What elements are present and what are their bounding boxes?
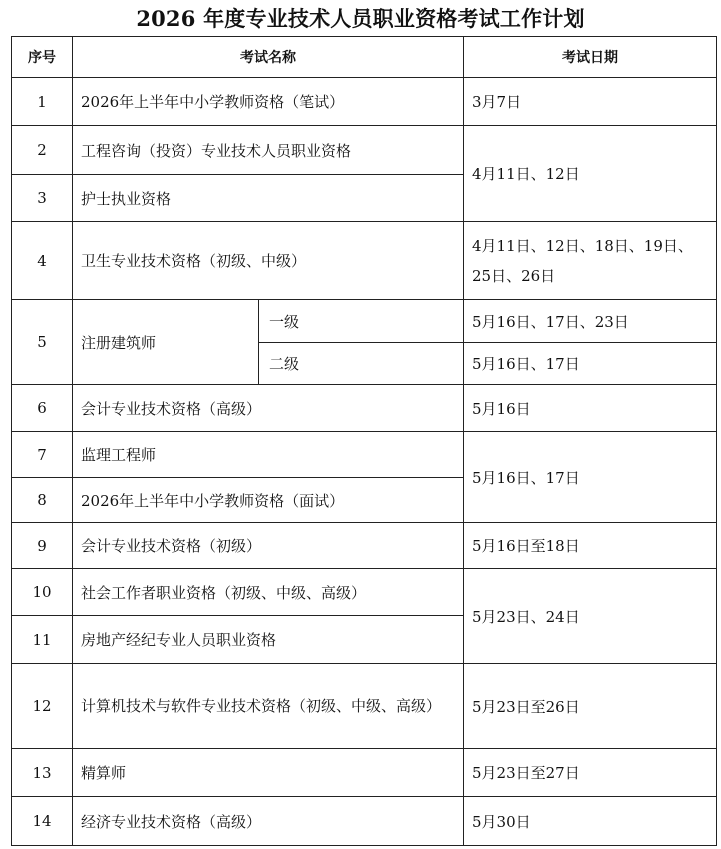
exam-date: 5月23日、24日: [464, 569, 717, 664]
exam-date: 4月11日、12日: [464, 126, 717, 222]
row-number: 5: [12, 300, 73, 385]
exam-name: 会计专业技术资格（初级）: [73, 523, 464, 569]
table-row: [12, 664, 717, 749]
row-number: 9: [12, 523, 73, 569]
header-name: 考试名称: [73, 37, 464, 78]
table-row: [12, 569, 717, 616]
exam-name: 2026年上半年中小学教师资格（笔试）: [73, 78, 464, 126]
exam-name: 房地产经纪专业人员职业资格: [73, 616, 464, 664]
table-row: [12, 432, 717, 478]
header-date: 考试日期: [464, 37, 717, 78]
table-row: [12, 797, 717, 846]
exam-sub-level: 二级: [259, 343, 464, 385]
table-row: [12, 749, 717, 797]
exam-date: 3月7日: [464, 78, 717, 126]
exam-date: 5月16日、17日、23日: [464, 300, 717, 343]
exam-name: 经济专业技术资格（高级）: [73, 797, 464, 846]
row-number: 8: [12, 478, 73, 523]
exam-schedule-table: [11, 36, 717, 846]
exam-sub-level: 一级: [259, 300, 464, 343]
exam-name: 注册建筑师: [73, 300, 259, 385]
table-row: [12, 78, 717, 126]
exam-name: 监理工程师: [73, 432, 464, 478]
row-number: 11: [12, 616, 73, 664]
exam-date: 4月11日、12日、18日、19日、25日、26日: [464, 222, 717, 300]
table-row: [12, 385, 717, 432]
table-row: [12, 126, 717, 175]
row-number: 12: [12, 664, 73, 749]
exam-name: 工程咨询（投资）专业技术人员职业资格: [73, 126, 464, 175]
row-number: 10: [12, 569, 73, 616]
row-number: 6: [12, 385, 73, 432]
row-number: 14: [12, 797, 73, 846]
exam-date: 5月16日、17日: [464, 343, 717, 385]
exam-name: 卫生专业技术资格（初级、中级）: [73, 222, 464, 300]
exam-date: 5月16日、17日: [464, 432, 717, 523]
exam-date: 5月23日至27日: [464, 749, 717, 797]
table-row: [12, 222, 717, 300]
row-number: 2: [12, 126, 73, 175]
page-title: 2026 年度专业技术人员职业资格考试工作计划: [136, 6, 585, 31]
row-number: 1: [12, 78, 73, 126]
row-number: 3: [12, 175, 73, 222]
row-number: 7: [12, 432, 73, 478]
exam-name: 2026年上半年中小学教师资格（面试）: [73, 478, 464, 523]
exam-date: 5月16日: [464, 385, 717, 432]
row-number: 13: [12, 749, 73, 797]
exam-name: 会计专业技术资格（高级）: [73, 385, 464, 432]
exam-date: 5月16日至18日: [464, 523, 717, 569]
exam-date: 5月23日至26日: [464, 664, 717, 749]
header-no: 序号: [12, 37, 73, 78]
table-header-row: [12, 37, 717, 78]
exam-name: 计算机技术与软件专业技术资格（初级、中级、高级）: [73, 664, 464, 749]
exam-date: 5月30日: [464, 797, 717, 846]
table-row: [12, 523, 717, 569]
exam-name: 精算师: [73, 749, 464, 797]
exam-name: 护士执业资格: [73, 175, 464, 222]
row-number: 4: [12, 222, 73, 300]
table-row: [12, 300, 717, 343]
exam-name: 社会工作者职业资格（初级、中级、高级）: [73, 569, 464, 616]
